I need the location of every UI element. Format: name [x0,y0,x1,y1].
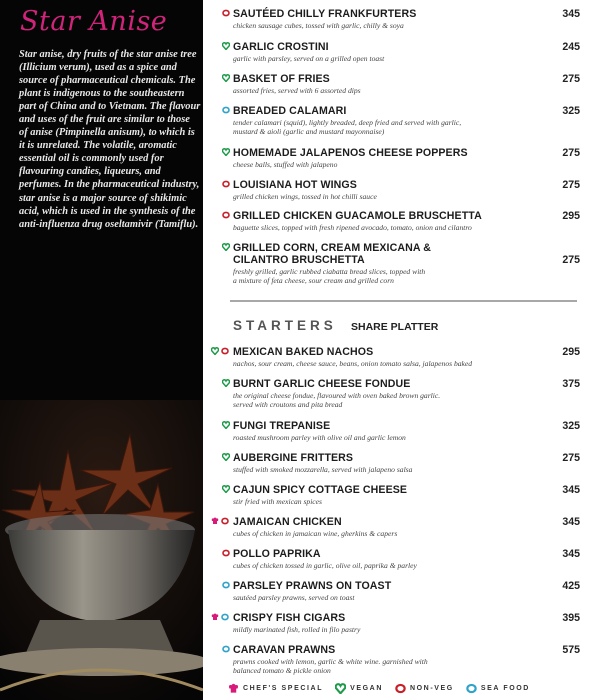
diet-tags [222,42,230,52]
nonveg-icon [395,683,406,694]
diet-tags [211,517,229,527]
diet-tags [222,581,230,591]
item-description: mildly marinated fish, rolled in filo pastry [233,624,361,634]
diet-tags [222,9,230,19]
item-description: assorted fries, served with 6 assorted dips [233,85,361,95]
item-description: cubes of chicken in jamaican wine, gherkins & capers [233,528,398,538]
diet-tags [222,243,230,253]
item-description: nachos, sour cream, cheese sauce, beans, onion tomato salsa, jalapenos baked [233,358,473,368]
item-name: AUBERGINE FRITTERS [233,452,354,464]
item-description: baguette slices, topped with fresh ripened avocado, tomato, onion and cilantro [233,222,472,232]
legend-label: SEA FOOD [480,685,530,692]
item-name: MEXICAN BAKED NACHOS [233,346,374,358]
sidebar-title: Star Anise [20,6,168,37]
item-name: GRILLED CHICKEN GUACAMOLE BRUSCHETTA [233,210,482,222]
item-price: 275 [562,254,580,266]
item-price: 275 [562,452,580,464]
item-description: freshly grilled, garlic rubbed ciabatta bread slices, topped with a mixture of feta cheese, sour cream and grilled corn [233,266,426,285]
diet-tags [222,148,230,158]
sidebar-panel [0,0,203,700]
vegan-icon [222,42,230,50]
vegan-icon [222,74,230,82]
item-price: 275 [562,179,580,191]
item-name: GRILLED CORN, CREAM MEXICANA & CILANTRO BRUSCHETTA [233,242,432,266]
item-description: prawns cooked with lemon, garlic & white wine. garnished with balanced tomato & pickle onion [233,656,428,675]
diet-tags [222,106,230,116]
legend-nonveg [395,683,454,694]
item-name: SAUTÉED CHILLY FRANKFURTERS [233,8,417,20]
diet-tags [222,645,230,655]
menu-list [203,0,600,700]
nonveg-icon [222,549,230,557]
chef-icon [211,613,219,621]
item-name: BURNT GARLIC CHEESE FONDUE [233,378,411,390]
vegan-icon [222,485,230,493]
item-price: 345 [562,8,580,20]
item-name: CAJUN SPICY COTTAGE CHEESE [233,484,408,496]
item-name: BASKET OF FRIES [233,73,330,85]
item-description: grilled chicken wings, tossed in hot chilli sauce [233,191,377,201]
item-name: PARSLEY PRAWNS ON TOAST [233,580,392,592]
item-name: POLLO PAPRIKA [233,548,321,560]
sidebar-description: Star anise, dry fruits of the star anise tree (Illicium verum), used as a spice and source of pharmaceutical chemicals. The plant is indigenous to the southeastern part of China and to Vietnam. The flavour and uses of the fruit are similar to those of anise (Pimpinella anisum), to which is it is unrelated. The volatile, aromatic essential oil is commonly used for flavouring candies, liqueurs, and perfumes. In the pharmaceutical industry, star anise is a major source of shikimic acid, which is used in the synthesis of the anti-influenza drug oseltamivir (Tamiflu). [19,49,201,230]
item-price: 275 [562,73,580,85]
seafood-icon [221,613,229,621]
legend-label: CHEF'S SPECIAL [243,685,324,692]
item-name: GARLIC CROSTINI [233,41,329,53]
diet-tags [222,180,230,190]
section-subtitle: SHARE PLATTER [351,321,439,333]
item-price: 245 [562,41,580,53]
item-price: 395 [562,612,580,624]
item-price: 345 [562,516,580,528]
item-description: tender calamari (squid), lightly breaded, deep fried and served with garlic, mustard & aioli (garlic and mustard mayonnaise) [233,117,462,136]
item-description: cheese balls, stuffed with jalapeno [233,159,338,169]
item-name: JAMAICAN CHICKEN [233,516,342,528]
legend-label: VEGAN [350,685,383,692]
item-description: stuffed with smoked mozzarella, served with jalapeno salsa [233,464,413,474]
item-description: stir fried with mexican spices [233,496,323,506]
chef-icon [228,683,239,694]
diet-tags [222,421,230,431]
item-name: FUNGI TREPANISE [233,420,331,432]
nonveg-icon [222,211,230,219]
item-price: 325 [562,105,580,117]
section-title: STARTERS [233,318,337,333]
item-name: CARAVAN PRAWNS [233,644,336,656]
seafood-icon [222,106,230,114]
item-price: 295 [562,346,580,358]
legend-vegan [335,683,383,694]
diet-tags [222,453,230,463]
item-name: BREADED CALAMARI [233,105,347,117]
vegan-icon [222,243,230,251]
item-name: LOUISIANA HOT WINGS [233,179,357,191]
vegan-icon [222,421,230,429]
item-price: 275 [562,147,580,159]
item-description: roasted mushroom parley with olive oil and garlic lemon [233,432,406,442]
nonveg-icon [221,347,229,355]
diet-tags [222,549,230,559]
diet-tags [222,211,230,221]
vegan-icon [335,683,346,694]
nonveg-icon [222,180,230,188]
seafood-icon [466,683,477,694]
item-price: 375 [562,378,580,390]
chef-icon [211,517,219,525]
seafood-icon [222,645,230,653]
diet-tags [222,485,230,495]
nonveg-icon [221,517,229,525]
legend-seafood [466,683,530,694]
vegan-icon [211,347,219,355]
legend-chef [228,683,323,694]
item-name: HOMEMADE JALAPENOS CHEESE POPPERS [233,147,468,159]
vegan-icon [222,379,230,387]
item-description: the original cheese fondue, flavoured with oven baked brown garlic. served with croutons and pita bread [233,390,441,409]
item-name: CRISPY FISH CIGARS [233,612,346,624]
vegan-icon [222,148,230,156]
star-anise-bowl-photo [0,400,203,700]
item-price: 345 [562,548,580,560]
diet-tags [222,74,230,84]
diet-tags [222,379,230,389]
item-price: 345 [562,484,580,496]
item-price: 295 [562,210,580,222]
vegan-icon [222,453,230,461]
legend-label: NON-VEG [409,685,454,692]
item-description: cubes of chicken tossed in garlic, olive oil, paprika & parley [233,560,417,570]
item-price: 325 [562,420,580,432]
item-price: 425 [562,580,580,592]
item-description: garlic with parsley, served on a grilled open toast [233,53,385,63]
item-description: chicken sausage cubes, tossed with garlic, chilly & soya [233,20,404,30]
nonveg-icon [222,9,230,17]
legend [228,683,530,694]
diet-tags [211,613,229,623]
item-price: 575 [562,644,580,656]
item-description: sautéed parsley prawns, served on toast [233,592,355,602]
section-divider [230,300,577,302]
seafood-icon [222,581,230,589]
diet-tags [211,347,229,357]
